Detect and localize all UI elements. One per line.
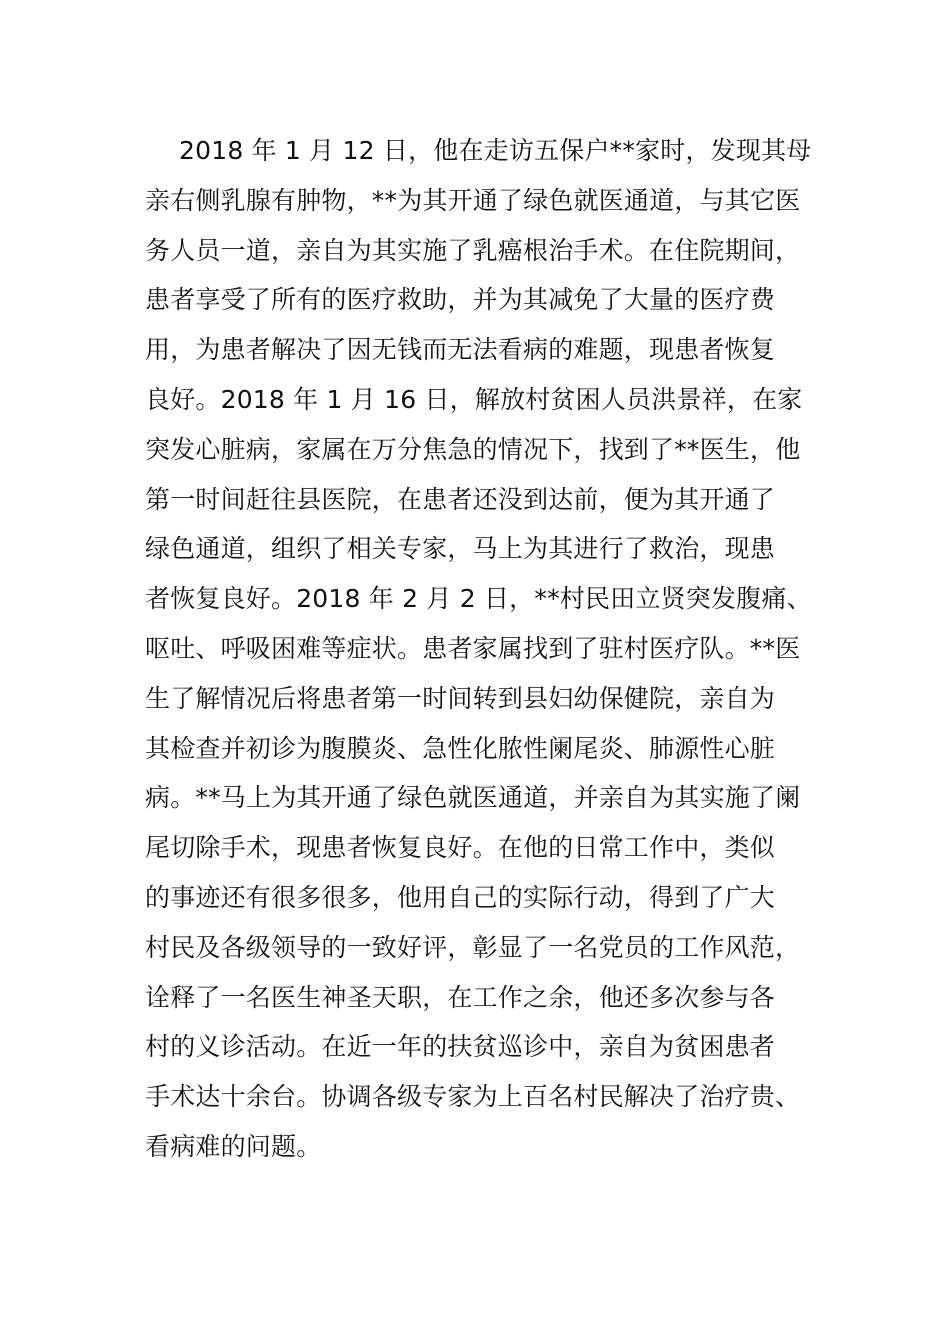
- paragraph-line: 其检查并初诊为腹膜炎、急性化脓性阑尾炎、肺源性心脏: [145, 733, 776, 763]
- paragraph-line: 第一时间赶往县医院，在患者还没到达前，便为其开通了: [145, 484, 776, 514]
- paragraph-line: 务人员一道，亲自为其实施了乳癌根治手术。在住院期间，: [145, 235, 801, 265]
- paragraph-line: 者恢复良好。2018 年 2 月 2 日，**村民田立贤突发腹痛、: [145, 584, 812, 614]
- paragraph-line: 呕吐、呼吸困难等症状。患者家属找到了驻村医疗队。**医: [145, 633, 801, 663]
- paragraph-line: 亲右侧乳腺有肿物，**为其开通了绿色就医通道，与其它医: [145, 185, 801, 215]
- paragraph-line: 生了解情况后将患者第一时间转到县妇幼保健院，亲自为: [145, 683, 776, 713]
- paragraph-line: 手术达十余台。协调各级专家为上百名村民解决了治疗贵、: [145, 1082, 801, 1112]
- paragraph-line: 的事迹还有很多很多，他用自己的实际行动，得到了广大: [145, 882, 776, 912]
- paragraph-line: 病。**马上为其开通了绿色就医通道，并亲自为其实施了阑: [145, 783, 801, 813]
- paragraph-line: 尾切除手术，现患者恢复良好。在他的日常工作中，类似: [145, 833, 776, 863]
- paragraph-line: 村的义诊活动。在近一年的扶贫巡诊中，亲自为贫困患者: [145, 1032, 776, 1062]
- paragraph-line: 突发心脏病，家属在万分焦急的情况下，找到了**医生，他: [145, 434, 801, 464]
- paragraph-line: 看病难的问题。: [145, 1131, 322, 1161]
- paragraph-line: 诠释了一名医生神圣天职，在工作之余，他还多次参与各: [145, 982, 776, 1012]
- paragraph-line: 村民及各级领导的一致好评，彰显了一名党员的工作风范，: [145, 932, 801, 962]
- paragraph-line: 绿色通道，组织了相关专家，马上为其进行了救治，现患: [145, 534, 776, 564]
- paragraph-line: 2018 年 1 月 12 日，他在走访五保户**家时，发现其母: [179, 136, 812, 165]
- body-paragraph: [145, 126, 810, 1172]
- paragraph-line: 良好。2018 年 1 月 16 日，解放村贫困人员洪景祥，在家: [145, 384, 803, 414]
- paragraph-line: 患者享受了所有的医疗救助，并为其减免了大量的医疗费: [145, 285, 776, 315]
- paragraph-line: 用，为患者解决了因无钱而无法看病的难题，现患者恢复: [145, 335, 776, 365]
